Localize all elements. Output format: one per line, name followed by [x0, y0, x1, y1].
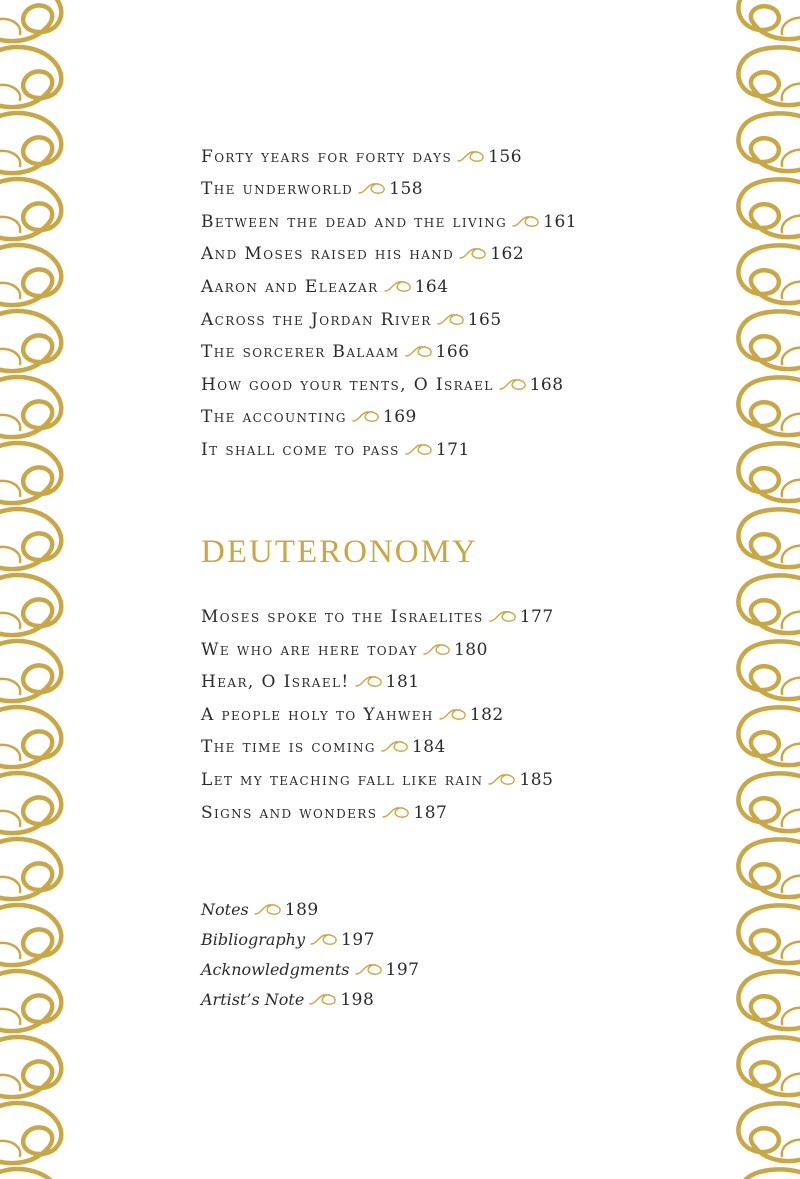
toc-entry-title: The sorcerer Balaam	[201, 342, 400, 362]
toc-entry-title: Hear, O Israel!	[201, 672, 350, 692]
ornament-icon	[351, 409, 381, 423]
toc-entry-title: We who are here today	[201, 640, 418, 660]
border-loop	[738, 245, 800, 303]
toc-entry-title: How good your tents, O Israel	[201, 375, 494, 395]
border-loop	[738, 1103, 800, 1161]
border-loop	[0, 47, 61, 107]
border-loop	[738, 0, 800, 39]
border-loop	[0, 773, 61, 833]
toc-entry	[201, 607, 554, 627]
border-loop	[738, 113, 800, 171]
toc-entry-page: 197	[341, 930, 375, 950]
toc-entry	[201, 179, 423, 199]
border-loop	[0, 311, 61, 371]
toc-entry	[201, 672, 420, 692]
toc-entry	[201, 407, 417, 427]
toc-entry	[201, 310, 502, 330]
toc-entry-title: Across the Jordan River	[201, 310, 432, 330]
border-loop	[0, 377, 61, 437]
toc-entry	[201, 277, 449, 297]
border-loop	[0, 245, 61, 305]
border-loop	[0, 575, 61, 635]
toc-entry-title: The accounting	[201, 407, 347, 427]
toc-entry-page: 181	[385, 672, 420, 692]
toc-entry	[201, 212, 577, 232]
toc-entry-title: Moses spoke to the Israelites	[201, 607, 484, 627]
border-loop	[738, 971, 800, 1029]
toc-entry-page: 185	[519, 770, 554, 790]
border-loop	[738, 641, 800, 699]
toc-entry-title: Between the dead and the living	[201, 212, 508, 232]
border-loop	[738, 377, 800, 435]
toc-entry-page: 165	[467, 310, 502, 330]
ornament-icon	[456, 149, 486, 163]
ornament-icon	[498, 377, 528, 391]
toc-entry-page: 189	[284, 900, 319, 920]
section-heading-deuteronomy: DEUTERONOMY	[201, 534, 478, 570]
ornament-icon	[511, 214, 541, 228]
border-loop	[738, 311, 800, 369]
toc-entry-title: It shall come to pass	[201, 440, 400, 460]
ornament-icon	[357, 181, 387, 195]
toc-entry	[201, 900, 319, 920]
toc-entry-title: Let my teaching fall like rain	[201, 770, 484, 790]
toc-entry-page: 158	[389, 179, 424, 199]
border-loop	[738, 905, 800, 963]
toc-entry	[201, 342, 470, 362]
toc-entry-page: 187	[413, 803, 448, 823]
ornament-icon	[380, 739, 410, 753]
toc-entry-page: 162	[490, 244, 525, 264]
toc-entry-page: 156	[488, 147, 523, 167]
border-loop	[0, 443, 61, 503]
toc-entry-title: And Moses raised his hand	[201, 244, 455, 264]
border-loop	[0, 707, 61, 767]
border-loop	[0, 839, 61, 899]
toc-entry-page: 169	[382, 407, 417, 427]
ornament-icon	[253, 902, 283, 916]
border-loop	[738, 1169, 800, 1179]
ornament-icon	[308, 992, 338, 1006]
toc-entry-title: Signs and wonders	[201, 803, 378, 823]
toc-entry	[201, 705, 504, 725]
toc-entry	[201, 803, 447, 823]
ornament-icon	[487, 772, 517, 786]
toc-entry-page: 166	[435, 342, 470, 362]
border-loop	[0, 1103, 61, 1163]
ornament-icon	[309, 932, 339, 946]
border-loop	[0, 1169, 61, 1179]
ornament-icon	[404, 344, 434, 358]
toc-entry	[201, 440, 470, 460]
ornament-icon	[354, 674, 384, 688]
border-loop	[0, 905, 61, 965]
toc-entry-page: 168	[529, 375, 564, 395]
left-border-ornament	[0, 0, 72, 1179]
toc-entry	[201, 930, 375, 950]
toc-entry	[201, 640, 488, 660]
border-loop	[0, 641, 61, 701]
toc-entry-title: Acknowledgments	[201, 960, 350, 979]
toc-entry-title: The underworld	[201, 179, 354, 199]
toc-entry	[201, 244, 524, 264]
border-loop	[0, 1037, 61, 1097]
toc-entry-page: 164	[414, 277, 449, 297]
toc-entry-title: Bibliography	[201, 930, 305, 949]
border-loop	[738, 839, 800, 897]
toc-entry-title: Aaron and Eleazar	[201, 277, 379, 297]
toc-entry	[201, 990, 374, 1010]
toc-entry-page: 184	[411, 737, 446, 757]
toc-entry-page: 198	[340, 990, 375, 1010]
border-loop	[0, 509, 61, 569]
toc-entry-page: 180	[453, 640, 488, 660]
toc-entry-title: Notes	[201, 900, 249, 919]
border-loop	[738, 179, 800, 237]
toc-entry-title: The time is coming	[201, 737, 376, 757]
ornament-icon	[488, 609, 518, 623]
toc-entry-page: 197	[385, 960, 420, 980]
toc-entry-page: 182	[469, 705, 504, 725]
border-loop	[738, 707, 800, 765]
ornament-icon	[458, 246, 488, 260]
border-loop	[738, 443, 800, 501]
border-loop	[738, 509, 800, 567]
toc-entry-page: 171	[435, 440, 470, 460]
ornament-icon	[381, 805, 411, 819]
toc-entry	[201, 737, 446, 757]
border-loop	[738, 47, 800, 105]
toc-entry	[201, 770, 553, 790]
toc-entry	[201, 147, 522, 167]
ornament-icon	[422, 642, 452, 656]
toc-entry	[201, 375, 564, 395]
ornament-icon	[354, 962, 384, 976]
toc-entry-page: 177	[519, 607, 554, 627]
border-loop	[0, 0, 61, 41]
ornament-icon	[438, 707, 468, 721]
border-loop	[738, 1037, 800, 1095]
toc-entry-title: Artist’s Note	[201, 990, 305, 1009]
border-loop	[0, 971, 61, 1031]
toc-entry-title: A people holy to Yahweh	[201, 705, 434, 725]
ornament-icon	[436, 312, 466, 326]
toc-entry	[201, 960, 419, 980]
border-loop	[0, 179, 61, 239]
right-border-ornament	[734, 0, 800, 1179]
ornament-icon	[404, 442, 434, 456]
toc-entry-title: Forty years for forty days	[201, 147, 453, 167]
toc-entry-page: 161	[543, 212, 578, 232]
border-loop	[738, 575, 800, 633]
ornament-icon	[383, 279, 413, 293]
border-loop	[0, 113, 61, 173]
border-loop	[738, 773, 800, 831]
